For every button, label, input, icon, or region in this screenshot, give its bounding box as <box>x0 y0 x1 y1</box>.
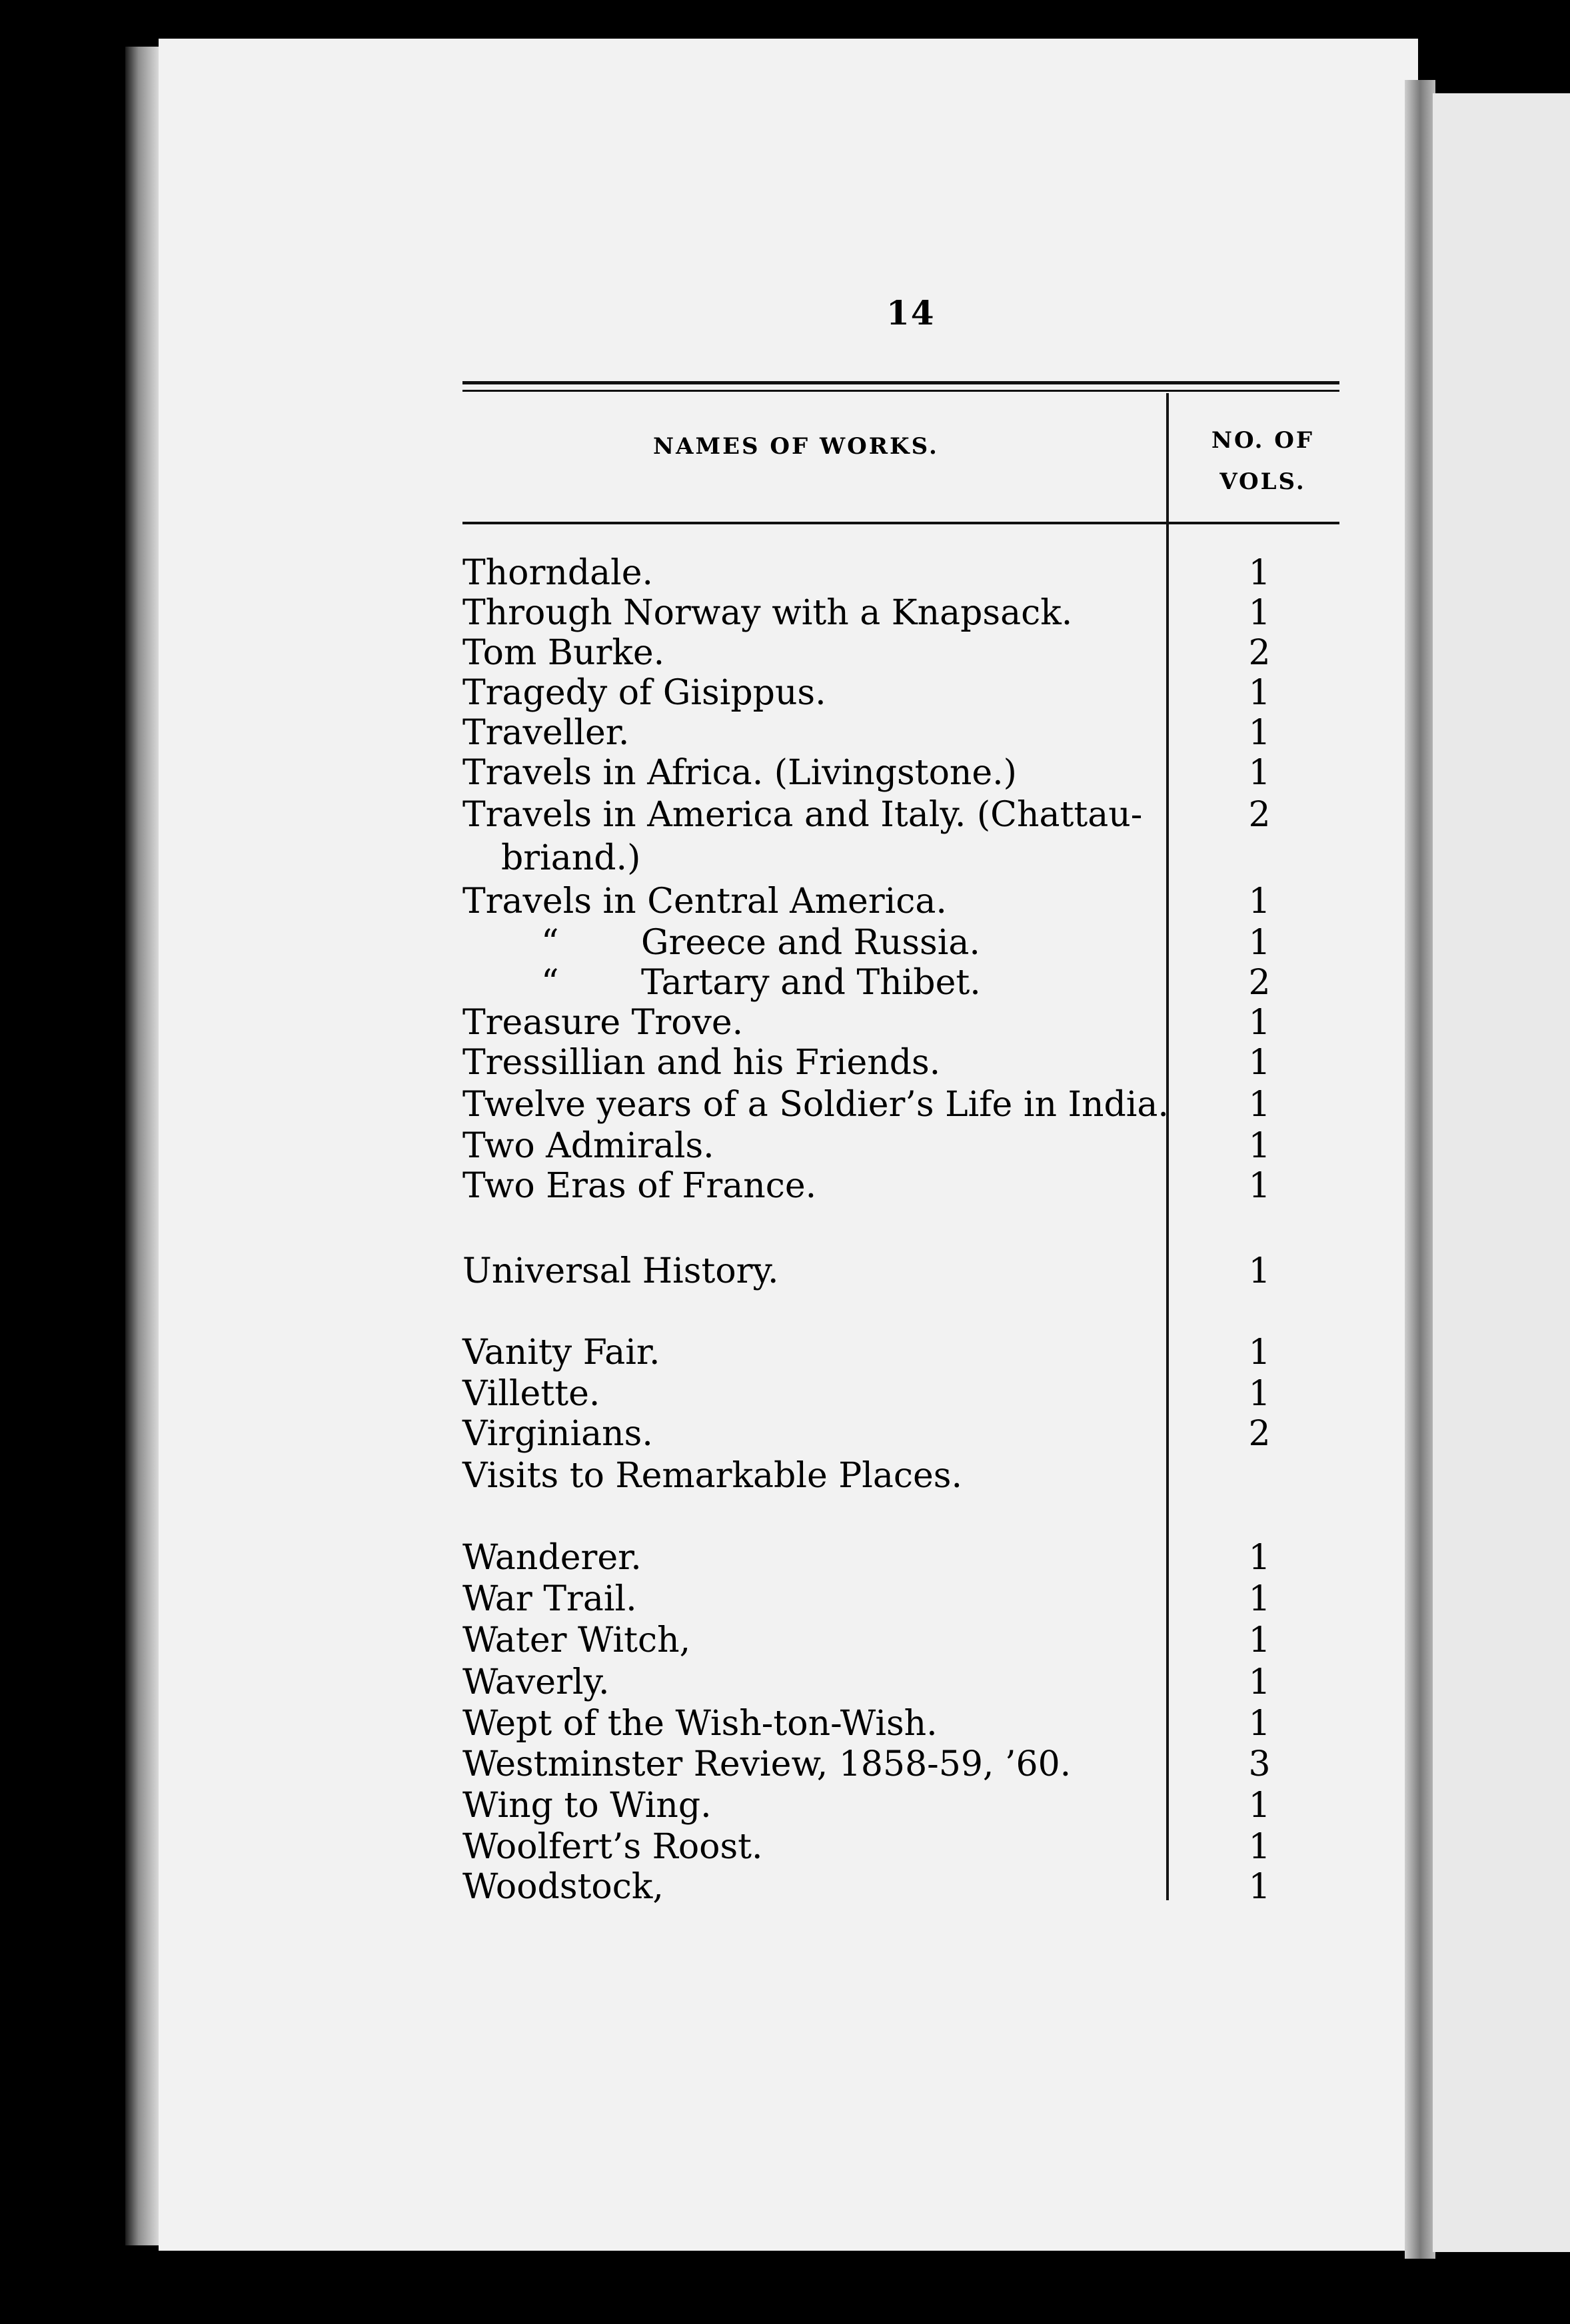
ditto-mark: “ <box>541 923 559 963</box>
volume-count: 1 <box>1248 1003 1271 1043</box>
work-title: Tom Burke. <box>462 633 665 673</box>
volume-count: 1 <box>1248 1374 1271 1414</box>
volume-count: 1 <box>1248 1662 1271 1702</box>
work-title: Treasure Trove. <box>462 1003 744 1043</box>
work-title: briand.) <box>501 838 641 878</box>
work-title: Tressillian and his Friends. <box>462 1043 941 1083</box>
vols-header-line2: VOLS. <box>1219 468 1306 495</box>
work-title: Visits to Remarkable Places. <box>462 1456 962 1496</box>
facing-page <box>1433 93 1570 2252</box>
work-title: Travels in Africa. (Livingstone.) <box>462 753 1017 793</box>
work-title: Twelve years of a Soldier’s Life in India. <box>462 1085 1169 1125</box>
volume-count: 1 <box>1248 923 1271 963</box>
volume-count: 1 <box>1248 713 1271 753</box>
work-title: Westminster Review, 1858-59, ’60. <box>462 1744 1072 1784</box>
work-title: War Trail. <box>462 1579 637 1619</box>
work-title: Wanderer. <box>462 1538 642 1578</box>
volume-count: 1 <box>1248 1166 1271 1206</box>
volume-count: 1 <box>1248 1704 1271 1744</box>
work-title: Waverly. <box>462 1662 610 1702</box>
page-number: 14 <box>886 293 936 332</box>
work-title: Thorndale. <box>462 553 654 593</box>
work-title: Water Witch, <box>462 1620 691 1660</box>
work-title: Tartary and Thibet. <box>641 963 981 1003</box>
header-rule <box>462 522 1339 524</box>
names-column-header: NAMES OF WORKS. <box>653 433 939 460</box>
work-title: Wept of the Wish-ton-Wish. <box>462 1704 938 1744</box>
top-rule <box>462 381 1339 384</box>
volume-count: 1 <box>1248 1620 1271 1660</box>
work-title: Vanity Fair. <box>462 1333 660 1373</box>
work-title: Tragedy of Gisippus. <box>462 673 826 713</box>
volume-count: 2 <box>1248 633 1271 673</box>
work-title: Two Eras of France. <box>462 1166 817 1206</box>
work-title: Villette. <box>462 1374 600 1414</box>
vols-column-header <box>1193 420 1333 502</box>
volume-count: 2 <box>1248 963 1271 1003</box>
volume-count: 3 <box>1248 1744 1271 1784</box>
volume-count: 1 <box>1248 1786 1271 1826</box>
volume-count: 1 <box>1248 881 1271 921</box>
vols-header-line1: NO. OF <box>1211 427 1315 454</box>
volume-count: 2 <box>1248 795 1271 835</box>
volume-count: 1 <box>1248 593 1271 633</box>
book-page <box>159 39 1418 2251</box>
work-title: Universal History. <box>462 1251 779 1291</box>
page-edge <box>125 47 159 2245</box>
volume-count: 1 <box>1248 1126 1271 1166</box>
volume-count: 1 <box>1248 1867 1271 1907</box>
work-title: Woolfert’s Roost. <box>462 1827 763 1867</box>
volume-count: 1 <box>1248 1333 1271 1373</box>
top-rule-thin <box>462 390 1339 392</box>
column-divider <box>1166 393 1169 1900</box>
work-title: Greece and Russia. <box>641 923 980 963</box>
volume-count: 1 <box>1248 1827 1271 1867</box>
volume-count: 2 <box>1248 1414 1271 1454</box>
work-title: Travels in America and Italy. (Chattau- <box>462 795 1143 835</box>
volume-count: 1 <box>1248 1085 1271 1125</box>
work-title: Wing to Wing. <box>462 1786 712 1826</box>
work-title: Woodstock, <box>462 1867 664 1907</box>
volume-count: 1 <box>1248 1043 1271 1083</box>
book-gutter <box>1405 80 1435 2259</box>
volume-count: 1 <box>1248 753 1271 793</box>
ditto-mark: “ <box>541 963 559 1003</box>
work-title: Two Admirals. <box>462 1126 714 1166</box>
work-title: Virginians. <box>462 1414 653 1454</box>
volume-count: 1 <box>1248 1538 1271 1578</box>
work-title: Traveller. <box>462 713 630 753</box>
work-title: Travels in Central America. <box>462 881 947 921</box>
volume-count: 1 <box>1248 553 1271 593</box>
volume-count: 1 <box>1248 1579 1271 1619</box>
volume-count: 1 <box>1248 1251 1271 1291</box>
work-title: Through Norway with a Knapsack. <box>462 593 1073 633</box>
volume-count: 1 <box>1248 673 1271 713</box>
